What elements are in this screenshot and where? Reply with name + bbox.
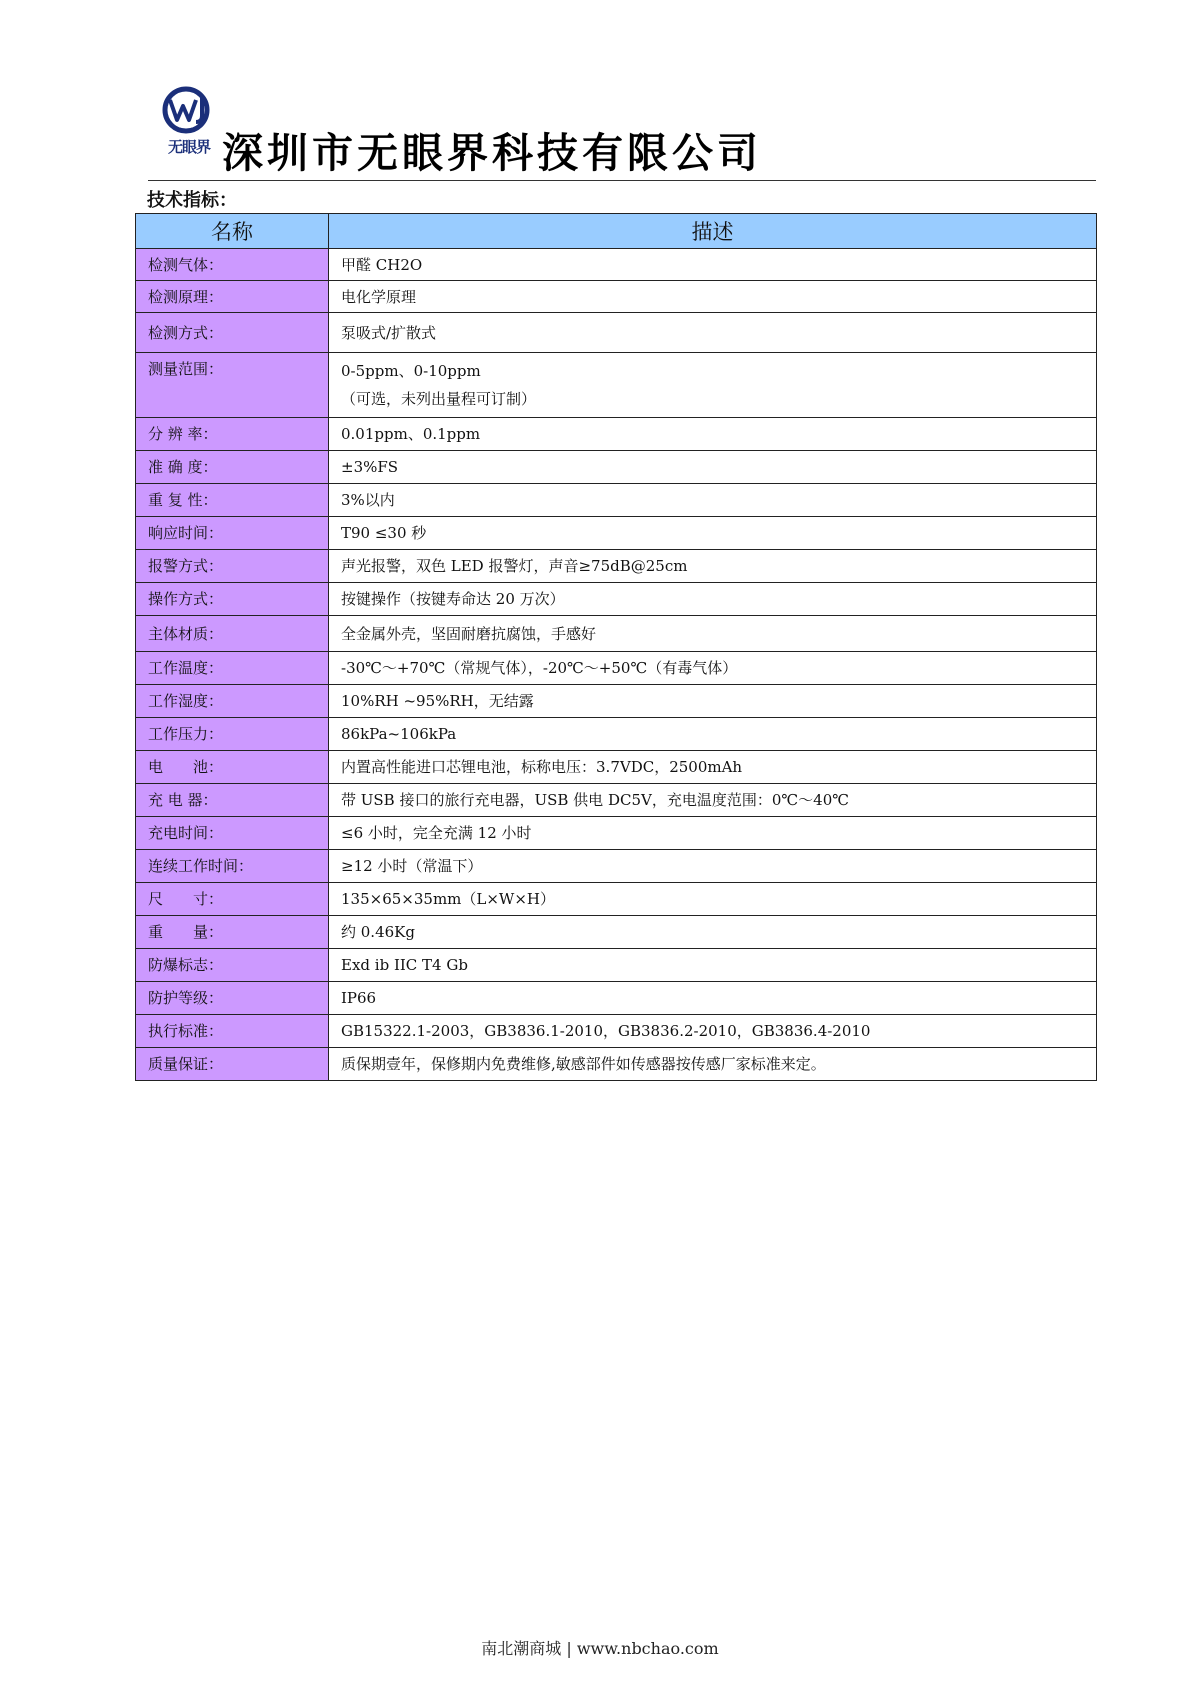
spec-value-line: 电化学原理 [341,287,417,306]
spec-name-cell: 电 池： [136,751,329,784]
spec-value-line: 0.01ppm、0.1ppm [341,425,481,443]
spec-name-cell: 尺 寸： [136,883,329,916]
column-header-description: 描述 [329,214,1097,249]
spec-value-line: 声光报警，双色 LED 报警灯，声音≥75dB@25cm [341,557,688,575]
spec-value-cell [329,451,1097,484]
spec-value-cell [329,817,1097,850]
spec-value-line: 86kPa~106kPa [341,725,457,743]
company-logo [158,86,214,156]
spec-name-cell: 工作湿度： [136,685,329,718]
table-row [136,982,1097,1015]
company-name: 深圳市无眼界科技有限公司 [222,129,762,177]
table-row [136,652,1097,685]
spec-value-cell [329,249,1097,281]
spec-name-cell: 操作方式： [136,583,329,616]
table-row [136,353,1097,418]
spec-value-cell [329,517,1097,550]
spec-value-line: 约 0.46Kg [341,923,415,941]
spec-value-cell [329,1048,1097,1081]
spec-value-line: 带 USB 接口的旅行充电器，USB 供电 DC5V，充电温度范围：0℃～40℃ [341,791,850,809]
spec-value-line: 10%RH ~95%RH，无结露 [341,692,534,710]
spec-value-line: 3%以内 [341,491,395,509]
table-row [136,249,1097,281]
table-row [136,484,1097,517]
table-row [136,451,1097,484]
spec-name-cell: 质量保证： [136,1048,329,1081]
logo-text: 无眼界 [167,138,210,156]
spec-value-cell [329,982,1097,1015]
spec-value-line: 泵吸式/扩散式 [341,323,437,342]
table-row [136,1048,1097,1081]
column-header-name: 名称 [136,214,329,249]
spec-value-cell [329,916,1097,949]
spec-name-cell: 检测原理： [136,281,329,313]
section-title: 技术指标： [147,190,237,211]
spec-value-line: 135×65×35mm（L×W×H） [341,890,555,908]
spec-value-cell [329,583,1097,616]
table-row [136,685,1097,718]
spec-value-cell [329,652,1097,685]
spec-value-line: 全金属外壳，坚固耐磨抗腐蚀，手感好 [341,624,597,643]
spec-value-line: 内置高性能进口芯锂电池，标称电压：3.7VDC，2500mAh [341,758,743,776]
header-divider [148,180,1096,181]
spec-value-cell [329,1015,1097,1048]
spec-table-body [136,249,1097,1081]
spec-name-cell: 准 确 度： [136,451,329,484]
spec-name-cell: 充电时间： [136,817,329,850]
spec-value-line: -30℃～+70℃（常规气体），-20℃～+50℃（有毒气体） [341,659,738,677]
table-row [136,949,1097,982]
spec-value-line: ≤6 小时，完全充满 12 小时 [341,824,532,842]
table-row [136,916,1097,949]
spec-value-line: T90 ≤30 秒 [341,524,427,542]
spec-value-line: 0-5ppm、0-10ppm [341,362,481,380]
spec-name-cell: 主体材质： [136,616,329,652]
spec-value-cell [329,353,1097,418]
spec-value-line: GB15322.1-2003，GB3836.1-2010，GB3836.2-2010，GB3836.4-2010 [341,1022,871,1040]
spec-name-cell: 重 复 性： [136,484,329,517]
table-row [136,313,1097,353]
table-row [136,550,1097,583]
spec-name-cell: 工作压力： [136,718,329,751]
spec-value-line: （可选，未列出量程可订制） [341,390,537,408]
spec-name-cell: 响应时间： [136,517,329,550]
spec-name-cell: 检测方式： [136,313,329,353]
spec-table [135,213,1097,1081]
spec-value-cell [329,850,1097,883]
spec-value-cell [329,550,1097,583]
table-row [136,718,1097,751]
spec-name-cell: 防护等级： [136,982,329,1015]
table-row [136,616,1097,652]
spec-value-line: Exd ib IIC T4 Gb [341,956,468,974]
spec-value-line: 甲醛 CH2O [341,255,423,274]
spec-value-line: ±3%FS [341,458,399,476]
spec-value-cell [329,281,1097,313]
page-header [150,86,1095,180]
table-row [136,517,1097,550]
spec-name-cell: 测量范围： [136,353,329,418]
table-row [136,418,1097,451]
table-row [136,850,1097,883]
spec-name-cell: 连续工作时间： [136,850,329,883]
spec-name-cell: 充 电 器： [136,784,329,817]
table-row [136,817,1097,850]
spec-name-cell: 重 量： [136,916,329,949]
spec-value-cell [329,616,1097,652]
table-row [136,583,1097,616]
spec-value-cell [329,949,1097,982]
spec-value-line: 质保期壹年，保修期内免费维修,敏感部件如传感器按传感厂家标准来定。 [341,1055,826,1073]
spec-value-cell [329,784,1097,817]
spec-name-cell: 防爆标志： [136,949,329,982]
spec-value-cell [329,883,1097,916]
table-header-row [136,214,1097,249]
spec-value-line: IP66 [341,989,377,1007]
spec-name-cell: 工作温度： [136,652,329,685]
table-row [136,751,1097,784]
table-row [136,281,1097,313]
spec-value-line: ≥12 小时（常温下） [341,857,483,875]
spec-name-cell: 报警方式： [136,550,329,583]
spec-name-cell: 检测气体： [136,249,329,281]
spec-value-cell [329,418,1097,451]
spec-value-cell [329,313,1097,353]
table-row [136,784,1097,817]
spec-value-cell [329,484,1097,517]
page-footer: 南北潮商城 | www.nbchao.com [481,1639,719,1658]
table-row [136,883,1097,916]
spec-value-cell [329,718,1097,751]
spec-value-cell [329,685,1097,718]
table-row [136,1015,1097,1048]
spec-value-cell [329,751,1097,784]
spec-name-cell: 分 辨 率： [136,418,329,451]
wyj-logo-icon [158,86,214,138]
spec-value-line: 按键操作（按键寿命达 20 万次） [341,590,565,608]
spec-name-cell: 执行标准： [136,1015,329,1048]
